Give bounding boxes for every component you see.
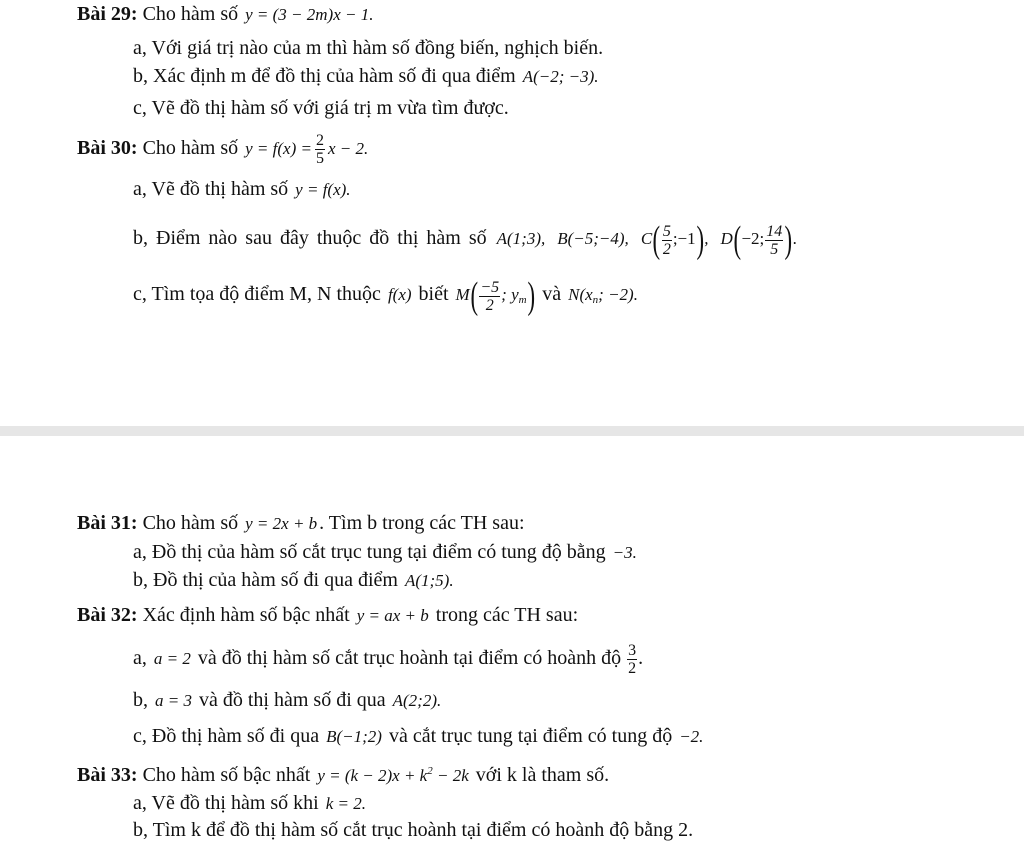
exercise-30-part-c-biet: biết [418, 283, 449, 305]
exercise-29-part-b [133, 64, 601, 89]
exercise-30-text: Cho hàm số [142, 137, 239, 159]
point-c-den: 2 [662, 240, 671, 258]
point-d: D(−2; $\frac{14}{5}$ ). [720, 219, 798, 262]
exercise-30-part-a-text: a, Vẽ đồ thị hàm số [133, 178, 289, 200]
exercise-32-part-b-cond: a = 3 [155, 691, 192, 710]
exercise-32-point-a: A(2;2). [392, 691, 442, 710]
exercise-29-part-c: c, Vẽ đồ thị hàm số với giá trị m vừa tìm được. [133, 97, 509, 119]
exercise-30-part-b-text: b, Điểm nào sau đây thuộc đồ thị hàm số [133, 227, 487, 249]
exercise-32-part-c-text2: và cắt trục tung tại điểm có tung độ [388, 725, 673, 747]
exercise-31-part-b-text: b, Đồ thị của hàm số đi qua điểm [133, 569, 398, 591]
exercise-33-formula-b: − 2k [436, 766, 469, 785]
exercise-30-fraction [315, 132, 325, 167]
exercise-33-heading [77, 759, 609, 788]
exercise-32-text-pre: Xác định hàm số bậc nhất [142, 604, 350, 626]
exercise-30-heading [77, 131, 370, 167]
exercise-29-formula: y = (3 − 2m)x − 1. [245, 5, 374, 24]
exercise-31-point-a: A(1;5). [404, 571, 454, 590]
exercise-32-part-a-cond: a = 2 [153, 649, 191, 668]
exercise-30-part-c [133, 274, 640, 320]
point-d-label: D [720, 229, 733, 248]
exercise-31-text-pre: Cho hàm số [142, 512, 239, 534]
point-m-y-sub: m [518, 294, 527, 306]
exercise-32-formula: y = ax + b [356, 606, 429, 625]
exercise-31-part-b [133, 568, 456, 593]
exercise-32-heading [77, 603, 578, 628]
exercise-33-part-b: b, Tìm k để đồ thị hàm số cắt trục hoành tại điểm có hoành độ bằng 2. [133, 819, 694, 841]
exercise-32-part-c [133, 724, 705, 749]
exercise-30-fraction-num: 2 [315, 131, 324, 149]
exercise-33-part-a-cond: k = 2. [325, 794, 367, 813]
point-c: C( $\frac{5}{2}$ ;−1), [640, 219, 709, 262]
exercise-30-formula-right: x − 2. [327, 139, 369, 158]
point-c-label: C [640, 229, 653, 248]
exercise-30-part-a-formula: y = f(x). [295, 180, 351, 199]
exercise-32-part-a-text: và đồ thị hàm số cắt trục hoành tại điểm có hoành độ [197, 647, 622, 669]
exercise-32-part-a [133, 638, 643, 679]
exercise-32-part-a-pre: a, [133, 647, 147, 669]
exercise-29-label: Bài 29: [77, 3, 138, 25]
exercise-32-fraction [627, 642, 637, 677]
point-m-label: M [455, 285, 470, 304]
point-a: A(1;3), [496, 229, 546, 248]
exercise-32-part-b-pre: b, [133, 689, 148, 711]
exercise-31-part-a-value: −3. [612, 543, 637, 562]
point-n-pre: N(x [568, 285, 593, 304]
exercise-32-text-post: trong các TH sau: [435, 604, 579, 626]
exercise-31-label: Bài 31: [77, 512, 138, 534]
point-m-y: ; y [501, 285, 519, 304]
exercise-32-part-a-dot: . [638, 647, 644, 669]
point-n-x-sub: n [592, 294, 599, 306]
exercise-31-formula: y = 2x + b [245, 514, 318, 533]
point-m: M( $\frac{-5}{2}$ ; ym) [455, 275, 535, 318]
point-b: B(−5;−4), [557, 229, 629, 248]
point-n-post: ; −2). [598, 285, 638, 304]
page-separator [0, 426, 1024, 436]
exercise-29-text: Cho hàm số [142, 3, 239, 25]
exercise-29-part-b-text: b, Xác định m để đồ thị của hàm số đi qua điểm [133, 65, 516, 87]
point-d-den: 5 [770, 240, 779, 258]
exercise-30-part-b [133, 218, 799, 262]
point-m-den: 2 [485, 296, 494, 314]
exercise-30-part-a [133, 177, 353, 202]
exercise-30-part-c-va: và [542, 283, 562, 305]
exercise-33-formula [317, 766, 468, 785]
exercise-32-part-b [133, 688, 443, 713]
exercise-31-text-post: . Tìm b trong các TH sau: [319, 512, 525, 534]
exercise-33-part-a [133, 791, 368, 816]
exercise-29-point-a: A(−2; −3). [522, 67, 599, 86]
exercise-33-label: Bài 33: [77, 764, 138, 786]
exercise-32-fraction-num: 3 [628, 641, 637, 659]
exercise-30-part-c-fx: f(x) [387, 285, 412, 304]
point-d-dot: . [792, 229, 798, 248]
exercise-33-text-pre: Cho hàm số bậc nhất [142, 764, 311, 786]
exercise-32-part-b-text: và đồ thị hàm số đi qua [198, 689, 386, 711]
exercise-32-label: Bài 32: [77, 604, 138, 626]
exercise-33-part-a-text: a, Vẽ đồ thị hàm số khi [133, 792, 319, 814]
exercise-30-formula-left: y = f(x) = [245, 139, 312, 158]
exercise-32-fraction-den: 2 [628, 659, 637, 677]
exercise-33-text-post: với k là tham số. [475, 764, 610, 786]
exercise-30-fraction-den: 5 [315, 149, 324, 167]
exercise-30-part-c-text: c, Tìm tọa độ điểm M, N thuộc [133, 283, 381, 305]
exercise-29-part-a: a, Với giá trị nào của m thì hàm số đồng biến, nghịch biến. [133, 37, 604, 59]
point-d-num: 14 [766, 222, 783, 240]
point-n [568, 285, 638, 304]
exercise-32-part-c-value: −2. [679, 727, 704, 746]
exercise-31-part-a [133, 540, 639, 565]
exercise-33-formula-a: y = (k − 2)x + k [317, 766, 428, 785]
exercise-31-heading [77, 511, 525, 536]
point-d-x: −2; [741, 229, 765, 248]
page-2 [0, 436, 1024, 846]
exercise-30-label: Bài 30: [77, 137, 138, 159]
exercise-29-heading [77, 2, 375, 27]
exercise-33-formula-exp: 2 [427, 765, 433, 777]
exercise-32-point-b: B(−1;2) [326, 727, 382, 746]
point-c-num: 5 [662, 222, 671, 240]
exercise-32-part-c-text: c, Đồ thị hàm số đi qua [133, 725, 320, 747]
point-m-num: −5 [480, 278, 500, 296]
exercise-31-part-a-text: a, Đồ thị của hàm số cắt trục tung tại điểm có tung độ bằng [133, 541, 606, 563]
point-c-y: ;−1 [672, 229, 696, 248]
